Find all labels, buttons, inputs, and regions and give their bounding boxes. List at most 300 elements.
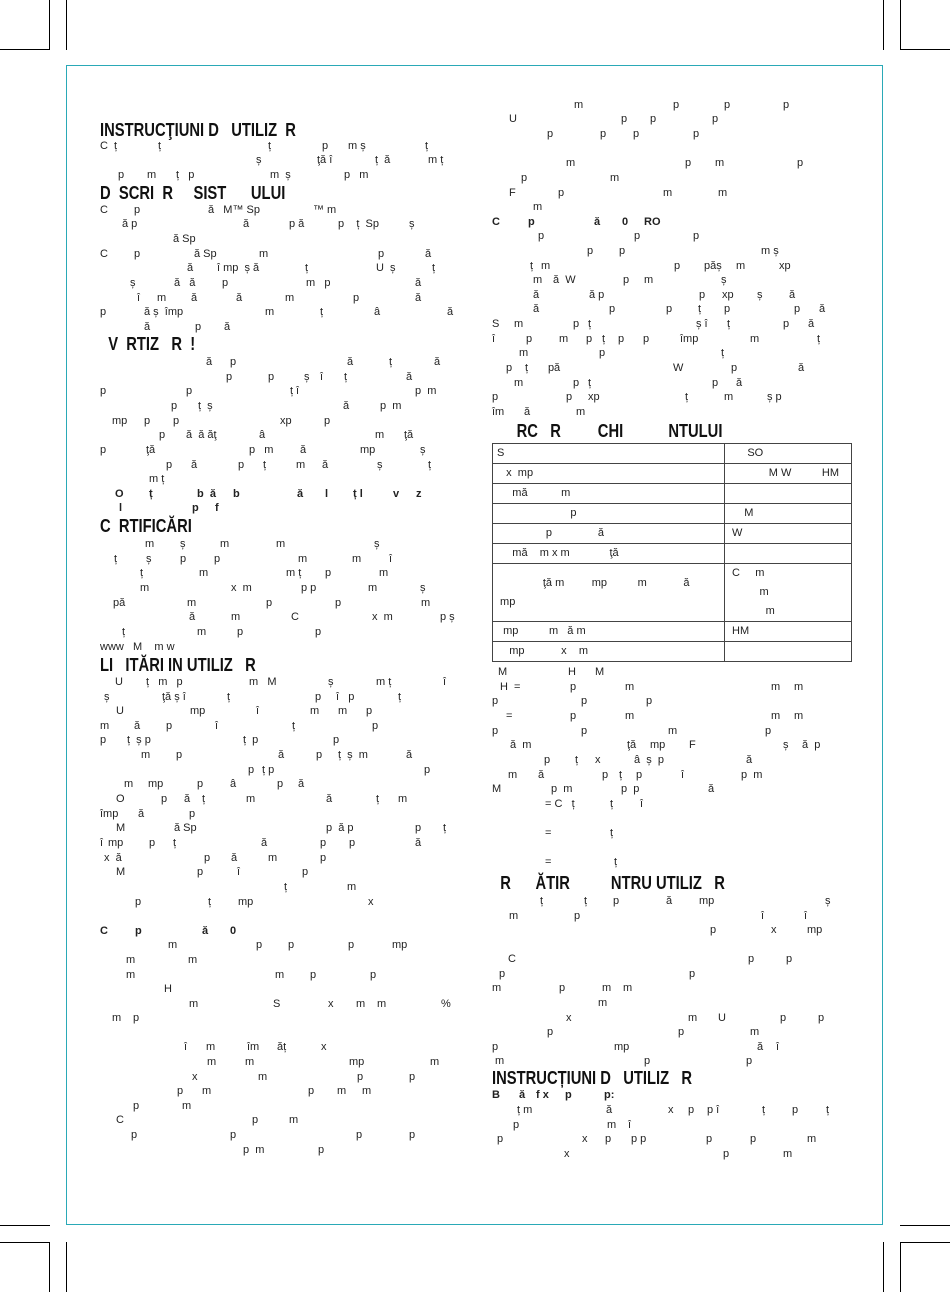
text-line [100, 1040, 455, 1054]
text-fragment: p [643, 333, 650, 345]
text-fragment: păș [704, 260, 722, 272]
text-fragment: m [197, 626, 207, 638]
text-fragment: ă M™ Sp [208, 204, 260, 216]
text-fragment: m [338, 705, 348, 717]
text-line [100, 1070, 455, 1084]
text-line [492, 186, 857, 200]
text-fragment: m [533, 274, 543, 286]
text-fragment: p [424, 764, 431, 776]
spec-row [493, 464, 852, 484]
text-fragment: M [595, 666, 605, 678]
text-fragment: x [566, 1012, 572, 1024]
text-fragment: x [192, 1071, 198, 1083]
text-fragment: ț [685, 391, 689, 403]
text-fragment: ț [602, 333, 606, 345]
text-fragment: ă [144, 321, 151, 333]
text-fragment: ţă î [317, 154, 333, 166]
text-fragment: ă [736, 377, 743, 389]
text-fragment: ă [224, 321, 231, 333]
text-fragment: U [116, 705, 124, 717]
text-fragment: p [409, 1129, 416, 1141]
text-fragment: p [349, 837, 356, 849]
text-fragment: ă [533, 289, 540, 301]
text-fragment: ț [727, 318, 731, 330]
text-line [100, 276, 455, 290]
text-fragment: m [598, 997, 608, 1009]
text-fragment: p [678, 1026, 685, 1038]
text-fragment: î [100, 837, 104, 849]
text-line [100, 763, 455, 777]
text-fragment: b ă [197, 488, 216, 500]
text-fragment: m [258, 1071, 268, 1083]
text-fragment: î [492, 333, 496, 345]
spec-row [493, 444, 852, 464]
text-fragment: ă Sp [174, 822, 197, 834]
text-fragment: p [566, 391, 573, 403]
text-fragment: m [124, 778, 134, 790]
text-line [492, 967, 857, 981]
text-fragment: p [277, 778, 284, 790]
text-fragment: p [548, 362, 555, 374]
text-fragment: m [377, 998, 387, 1010]
text-line [100, 261, 455, 275]
text-fragment: ț [389, 356, 393, 368]
text-fragment: m [296, 459, 306, 471]
text-fragment: ă [746, 754, 753, 766]
text-line [100, 153, 455, 167]
text-fragment: B [492, 1089, 500, 1101]
text-fragment: ț [443, 822, 447, 834]
text-fragment: p [636, 769, 643, 781]
text-fragment: p [723, 1148, 730, 1160]
text-line [100, 807, 455, 821]
text-line [100, 217, 455, 231]
text-fragment: H [164, 983, 172, 995]
text-fragment: p [689, 968, 696, 980]
text-fragment: ș [721, 274, 727, 286]
text-fragment: m [421, 597, 431, 609]
spec-table [492, 443, 852, 662]
text-fragment: m [688, 1012, 698, 1024]
text-fragment: ă [343, 400, 350, 412]
text-fragment: ț p [243, 734, 259, 746]
text-fragment: ă [202, 925, 209, 937]
text-fragment: % [441, 998, 451, 1010]
text-fragment: ț [425, 140, 429, 152]
text-fragment: ă [189, 611, 196, 623]
text-fragment: m [750, 333, 760, 345]
text-fragment: p [492, 725, 499, 737]
crop-mark-tr-h2 [900, 1225, 950, 1226]
text-fragment: p m [551, 783, 573, 795]
text-fragment: m [533, 201, 543, 213]
text-fragment: www M m w [100, 641, 175, 653]
text-fragment: p [159, 429, 166, 441]
text-fragment: p [134, 248, 141, 260]
spec-cell-value [725, 642, 852, 662]
spec-cell-label: mă m x m ţă [493, 544, 725, 564]
text-fragment: l [119, 502, 123, 514]
text-fragment: m [145, 538, 155, 550]
text-fragment: U [718, 1012, 726, 1024]
text-fragment: C [100, 248, 108, 260]
text-fragment: ă [406, 371, 413, 383]
text-fragment: ț [428, 459, 432, 471]
text-line [492, 376, 857, 390]
text-line [100, 487, 455, 501]
text-fragment: mp [392, 939, 408, 951]
text-line [100, 1084, 455, 1098]
text-line [100, 1113, 455, 1127]
text-line [100, 139, 455, 153]
text-fragment: p [506, 362, 513, 374]
text-fragment: = C ț [545, 798, 575, 810]
text-fragment: p [318, 1144, 325, 1156]
text-fragment: p [724, 99, 731, 111]
text-fragment: p [538, 230, 545, 242]
text-fragment: p [189, 808, 196, 820]
text-fragment: m [337, 1085, 347, 1097]
text-fragment: ș p [767, 391, 782, 403]
section-heading: INSTRUCŢIUNI D UTILIZ R [100, 120, 296, 140]
text-fragment: p [646, 695, 653, 707]
text-fragment: p [335, 597, 342, 609]
section-heading: INSTRUCȚIUNI D UTILIZ R [492, 1068, 693, 1088]
text-line [100, 305, 455, 319]
text-fragment: ă [519, 1089, 526, 1101]
text-line [100, 821, 455, 835]
text-fragment: î mp ș ă [217, 262, 260, 274]
text-fragment: ț [584, 895, 588, 907]
text-fragment: m [794, 681, 804, 693]
text-fragment: ș [825, 895, 831, 907]
text-fragment: C ț [100, 140, 118, 152]
spec-cell-value: C m m m [725, 564, 852, 622]
text-fragment: î p [336, 691, 355, 703]
text-line [492, 229, 857, 243]
text-fragment: ț [398, 691, 402, 703]
text-fragment: m [187, 597, 197, 609]
text-fragment: m [663, 187, 673, 199]
text-fragment: p [320, 852, 327, 864]
text-fragment: ț [826, 1104, 830, 1116]
text-fragment: W [673, 362, 684, 374]
text-fragment: M [116, 866, 126, 878]
text-fragment: z [416, 488, 422, 500]
text-fragment: m [794, 710, 804, 722]
text-fragment: p ă p [326, 822, 354, 834]
text-fragment: m [352, 553, 362, 565]
text-fragment: = [545, 856, 552, 868]
text-fragment: p [288, 939, 295, 951]
text-fragment: p m [249, 444, 274, 456]
text-fragment: ă [278, 749, 285, 761]
text-fragment: p [118, 169, 125, 181]
text-fragment: p [161, 793, 168, 805]
text-fragment: ș î [696, 318, 708, 330]
text-fragment: O [116, 793, 125, 805]
text-fragment: ș [420, 444, 426, 456]
text-line [492, 112, 857, 126]
text-line [100, 1143, 455, 1157]
text-fragment: ț [698, 303, 702, 315]
text-fragment: p [565, 1089, 572, 1101]
text-fragment: ă Sp [194, 248, 217, 260]
text-fragment: m [602, 982, 612, 994]
text-fragment: p [673, 99, 680, 111]
text-fragment: v [393, 488, 400, 500]
text-fragment: mp [699, 895, 715, 907]
text-line [492, 1054, 857, 1068]
text-fragment: m ț [376, 676, 392, 688]
text-line [492, 826, 857, 840]
text-fragment: ț l [353, 488, 363, 500]
text-fragment: H = [500, 681, 521, 693]
spec-cell-label: ţă m mp m ă mp [493, 564, 725, 622]
text-line [100, 625, 455, 639]
text-line [100, 938, 455, 952]
text-fragment: m ș [348, 140, 366, 152]
text-fragment: p [792, 1104, 799, 1116]
text-fragment: m [347, 881, 357, 893]
text-fragment: î [320, 371, 324, 383]
text-line [492, 709, 857, 723]
text-fragment: ă [347, 356, 354, 368]
text-line [100, 1011, 455, 1025]
text-fragment: xp [722, 289, 734, 301]
text-fragment: p [214, 553, 221, 565]
text-fragment: M [498, 666, 508, 678]
text-fragment: î [296, 385, 300, 397]
text-fragment: p [415, 822, 422, 834]
text-fragment: ă [524, 406, 531, 418]
text-fragment: ă [757, 1041, 764, 1053]
text-fragment: p [197, 778, 204, 790]
text-fragment: p [248, 764, 255, 776]
text-fragment: ă Sp [173, 233, 196, 245]
text-line [492, 1025, 857, 1039]
text-fragment: x ă [104, 852, 122, 864]
spec-row [493, 564, 852, 622]
text-fragment: ț ș m [338, 749, 368, 761]
text-fragment: î [640, 798, 644, 810]
text-fragment: p [750, 1133, 757, 1145]
text-fragment: ț [817, 333, 821, 345]
text-fragment: = [506, 710, 513, 722]
crop-mark-tr-v2 [883, 0, 884, 50]
text-fragment: p [492, 1041, 499, 1053]
text-line [100, 690, 455, 704]
text-fragment: ă [808, 318, 815, 330]
text-fragment: ă [236, 292, 243, 304]
text-fragment: p [230, 356, 237, 368]
text-fragment: â ș p [634, 754, 664, 766]
text-fragment: ț [158, 140, 162, 152]
text-fragment: U ș [376, 262, 396, 274]
crop-mark-br-h [900, 1242, 950, 1243]
text-fragment: p m [344, 169, 369, 181]
text-fragment: ă p [122, 218, 138, 230]
text-line [100, 610, 455, 624]
text-fragment: p [266, 597, 273, 609]
text-line [492, 346, 857, 360]
text-fragment: p [186, 385, 193, 397]
text-fragment: ț p [176, 169, 195, 181]
text-line [100, 704, 455, 718]
text-fragment: ț [292, 720, 296, 732]
text-fragment: p [100, 444, 107, 456]
text-fragment: p [144, 415, 151, 427]
text-line [100, 414, 455, 428]
text-fragment: ș [256, 154, 262, 166]
text-fragment: m [724, 391, 734, 403]
text-fragment: p [666, 303, 673, 315]
text-fragment: p [171, 400, 178, 412]
text-fragment: ă [554, 362, 561, 374]
text-fragment: p [613, 895, 620, 907]
text-fragment: î [804, 910, 808, 922]
text-fragment: ț [263, 459, 267, 471]
text-fragment: ț [344, 371, 348, 383]
text-fragment: p [366, 705, 373, 717]
text-fragment: m [623, 982, 633, 994]
text-fragment: m M [249, 676, 277, 688]
spec-row [493, 642, 852, 662]
text-fragment: m [141, 749, 151, 761]
text-fragment: 0 [622, 216, 629, 228]
text-fragment: m [519, 347, 529, 359]
text-fragment: mp [614, 1041, 630, 1053]
text-fragment: m [736, 260, 746, 272]
text-fragment: O [115, 488, 124, 500]
text-fragment: ă [538, 769, 545, 781]
text-fragment: î [256, 705, 260, 717]
text-fragment: m [188, 954, 198, 966]
text-fragment: p [100, 734, 107, 746]
text-fragment: S [492, 318, 500, 330]
text-fragment: p [780, 1012, 787, 1024]
text-fragment: ț [588, 377, 592, 389]
text-fragment: m [368, 582, 378, 594]
text-fragment: p [724, 303, 731, 315]
text-fragment: ț ș p [127, 734, 151, 746]
text-fragment: ț [149, 488, 153, 500]
text-fragment: p [712, 113, 719, 125]
text-fragment: m [356, 998, 366, 1010]
spec-cell-label: p ă [493, 524, 725, 544]
text-fragment: p [134, 204, 141, 216]
text-fragment: ș [180, 538, 186, 550]
text-fragment: ț [610, 827, 614, 839]
text-fragment: m ț [149, 473, 165, 485]
text-fragment: p [268, 371, 275, 383]
text-fragment: ă m [510, 739, 532, 751]
text-fragment: m [202, 1085, 212, 1097]
text-fragment: p [372, 720, 379, 732]
text-fragment: ț [227, 691, 231, 703]
text-line [100, 537, 455, 551]
text-fragment: ș [328, 676, 334, 688]
text-line [100, 836, 455, 850]
text-fragment: m ș [270, 169, 291, 181]
text-fragment: ţă [404, 429, 414, 441]
text-fragment: ț [530, 260, 534, 272]
text-fragment: î [761, 910, 765, 922]
text-fragment: p [581, 695, 588, 707]
text-fragment: ă [243, 218, 250, 230]
text-fragment: ă [819, 303, 826, 315]
text-fragment: p [731, 362, 738, 374]
text-fragment: î [215, 720, 219, 732]
text-fragment: ţă [146, 444, 156, 456]
text-fragment: ș [783, 739, 789, 751]
text-fragment: m [276, 538, 286, 550]
text-line [100, 733, 455, 747]
text-line [492, 753, 857, 767]
text-line [100, 355, 455, 369]
text-fragment: p [237, 626, 244, 638]
text-fragment: p p [631, 1133, 647, 1145]
text-fragment: m ț [428, 154, 444, 166]
text-fragment: ș [146, 553, 152, 565]
text-fragment: p [586, 333, 593, 345]
text-fragment: m [771, 710, 781, 722]
crop-mark-tr-h [900, 49, 950, 50]
text-line [100, 168, 455, 182]
text-fragment: p [325, 567, 332, 579]
text-fragment: m [245, 1056, 255, 1068]
text-fragment: ț [376, 793, 380, 805]
text-line [492, 680, 857, 694]
text-fragment: m [509, 910, 519, 922]
text-fragment: ă [666, 895, 673, 907]
text-line [100, 1055, 455, 1069]
text-fragment: m [807, 1133, 817, 1145]
text-line [492, 259, 857, 273]
section-heading: V RTIZ R ! [100, 334, 196, 354]
text-fragment: p [222, 277, 229, 289]
text-fragment: m [310, 705, 320, 717]
text-fragment: p [492, 391, 499, 403]
text-fragment: ă [297, 488, 304, 500]
text-fragment: p [623, 274, 630, 286]
text-fragment: x [328, 998, 334, 1010]
text-fragment: m [126, 954, 136, 966]
spec-cell-label: S [493, 444, 725, 464]
text-fragment: p [226, 371, 233, 383]
text-line [100, 675, 455, 689]
text-fragment: m [574, 99, 584, 111]
text-fragment: p [633, 128, 640, 140]
text-fragment: p [499, 968, 506, 980]
text-line [492, 1147, 857, 1161]
text-fragment: ț [575, 754, 579, 766]
text-line [100, 880, 455, 894]
crop-mark-tl-v2 [66, 0, 67, 50]
text-line [492, 981, 857, 995]
text-fragment: M [492, 783, 502, 795]
page-frame [66, 65, 883, 1225]
text-line [100, 596, 455, 610]
text-line [492, 127, 857, 141]
text-fragment: p [357, 1071, 364, 1083]
text-fragment: m [289, 1114, 299, 1126]
text-line [492, 171, 857, 185]
text-fragment: ț [268, 140, 272, 152]
text-fragment: p [644, 1055, 651, 1067]
text-fragment: H [568, 666, 576, 678]
spec-cell-label: mă m [493, 484, 725, 504]
